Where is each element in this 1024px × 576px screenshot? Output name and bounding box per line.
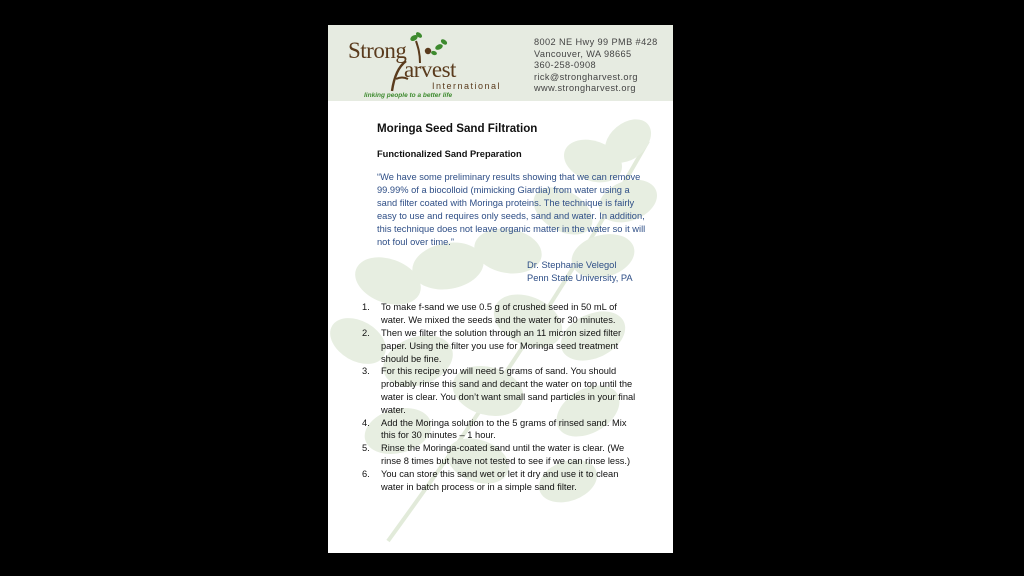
step-number: 6. (362, 468, 370, 479)
step-number: 4. (362, 417, 370, 428)
letterhead (328, 25, 673, 101)
step-item (362, 417, 637, 443)
steps-list (362, 301, 637, 493)
step-number: 2. (362, 328, 370, 339)
step-text: Rinse the Moringa-coated sand until the water is clear. (We rinse 8 times but have not tested to see if we can rinse less.) (381, 443, 631, 466)
step-item (362, 301, 637, 327)
step-item (362, 365, 637, 416)
quote-text: “We have some preliminary results showing that we can remove 99.99% of a biocolloid (mimicking Giardia) from water using a sand filter coated with Moringa proteins. The technique is fairly easy to use and requires only seeds, sand and water. In addition, this technique does not leave organic matter in the water so it will not foul over time.” (377, 172, 646, 247)
document-subtitle: Functionalized Sand Preparation (377, 149, 522, 159)
step-number: 3. (362, 366, 370, 377)
step-text: You can store this sand wet or let it dry and use it to clean water in batch process or in a simple sand filter. (381, 468, 619, 492)
contact-email: rick@strongharvest.org (534, 71, 638, 82)
document-title: Moringa Seed Sand Filtration (377, 122, 538, 135)
step-text: For this recipe you will need 5 grams of sand. You should probably rinse this sand and decant the water on top until the water is clear. You don’t want small sand particles in your final water. (381, 366, 636, 415)
logo-strong-text: Strong (348, 38, 407, 63)
contact-website: www.strongharvest.org (534, 83, 636, 94)
step-text: Then we filter the solution through an 11 micron sized filter paper. Using the filter you use for Moringa seed treatment should be fine. (381, 328, 622, 364)
document-body (362, 122, 647, 493)
step-item (362, 442, 637, 468)
step-number: 5. (362, 443, 370, 454)
step-item (362, 468, 637, 494)
contact-address-line1: 8002 NE Hwy 99 PMB #428 (534, 37, 658, 47)
logo-harvest-text: arvest (404, 57, 456, 82)
contact-phone: 360-258-0908 (534, 60, 597, 71)
document-page (328, 25, 673, 553)
step-text: Add the Moringa solution to the 5 grams of rinsed sand. Mix this for 30 minutes – 1 hour. (381, 417, 627, 441)
step-text: To make f-sand we use 0.5 g of crushed seed in 50 mL of water. We mixed the seeds and the water for 30 minutes. (381, 302, 617, 326)
logo-international-text: International (432, 81, 502, 91)
logo-h-swoosh (390, 59, 410, 93)
contact-block (534, 37, 658, 95)
step-item (362, 327, 637, 365)
quote-attribution (527, 259, 647, 285)
step-number: 1. (362, 302, 370, 313)
author-name: Dr. Stephanie Velegol (527, 260, 617, 271)
author-affiliation: Penn State University, PA (527, 273, 633, 284)
logo-tagline: linking people to a better life (364, 92, 453, 99)
contact-address-line2: Vancouver, WA 98665 (534, 48, 632, 59)
strong-harvest-logo (348, 31, 502, 99)
